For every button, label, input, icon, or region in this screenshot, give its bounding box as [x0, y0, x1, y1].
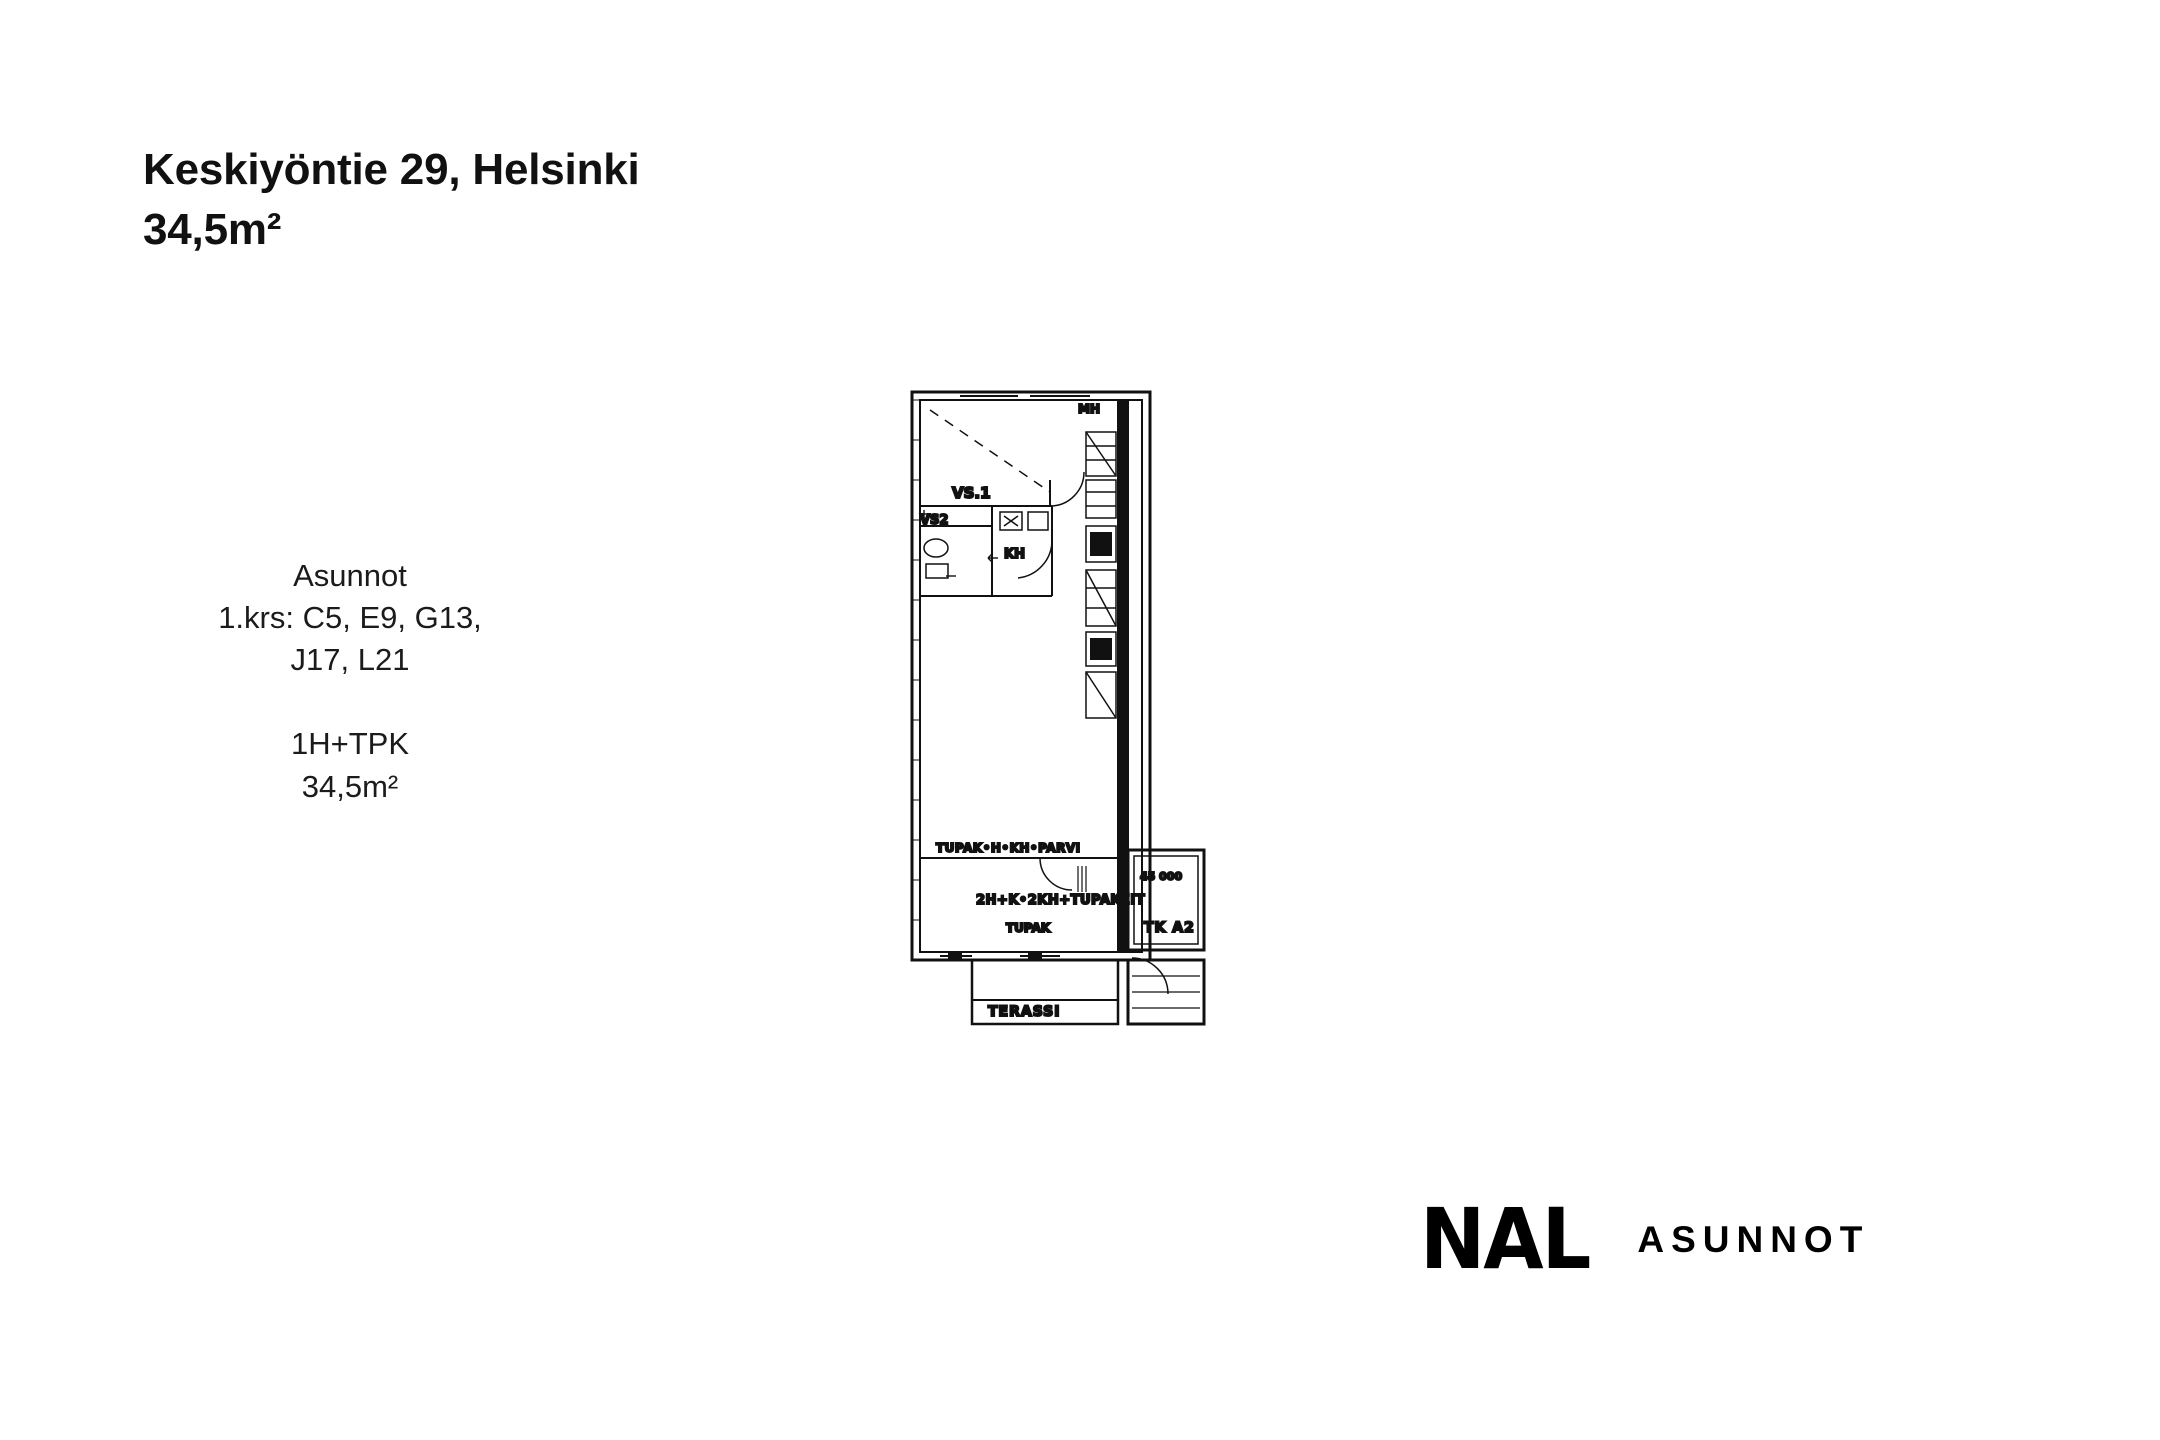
plan-label-terassi: TERASSI: [988, 1004, 1061, 1020]
info-type: 1H+TPK: [290, 726, 410, 762]
plan-label-apt-row: 2H+K•2KH+TUPAKEIT: [976, 893, 1146, 908]
info-spacer: [150, 681, 550, 723]
info-floor-line-2: J17, L21: [290, 642, 410, 678]
plan-label-vs2: VS2: [920, 513, 949, 528]
plan-label-dim: 45 000: [1140, 870, 1183, 883]
plan-label-vs1: VS.1: [952, 484, 991, 502]
plan-label-tupak: TUPAK: [1006, 921, 1051, 935]
page-title: [143, 140, 640, 260]
logo-mark: NAL: [1420, 1191, 1590, 1289]
info-heading: Asunnot: [293, 558, 407, 593]
info-area: 34,5m²: [301, 768, 399, 804]
plan-label-kh: KH: [1004, 547, 1025, 562]
apartment-info: [150, 555, 550, 808]
title-area: 34,5m²: [143, 204, 282, 254]
logo-word: ASUNNOT: [1637, 1219, 1870, 1260]
title-address: Keskiyöntie 29, Helsinki: [143, 145, 640, 194]
plan-label-mh: MH: [1078, 402, 1100, 416]
plan-label-tupak-row: TUPAK•H•KH•PARVI: [936, 841, 1081, 855]
floor-plan: [900, 380, 1260, 1080]
plan-label-tk-a2: TK A2: [1144, 920, 1195, 936]
floor-plan-svg: [900, 380, 1260, 1080]
info-floor-line-1: 1.krs: C5, E9, G13,: [218, 600, 482, 636]
brand-logo: [1420, 1191, 1870, 1289]
